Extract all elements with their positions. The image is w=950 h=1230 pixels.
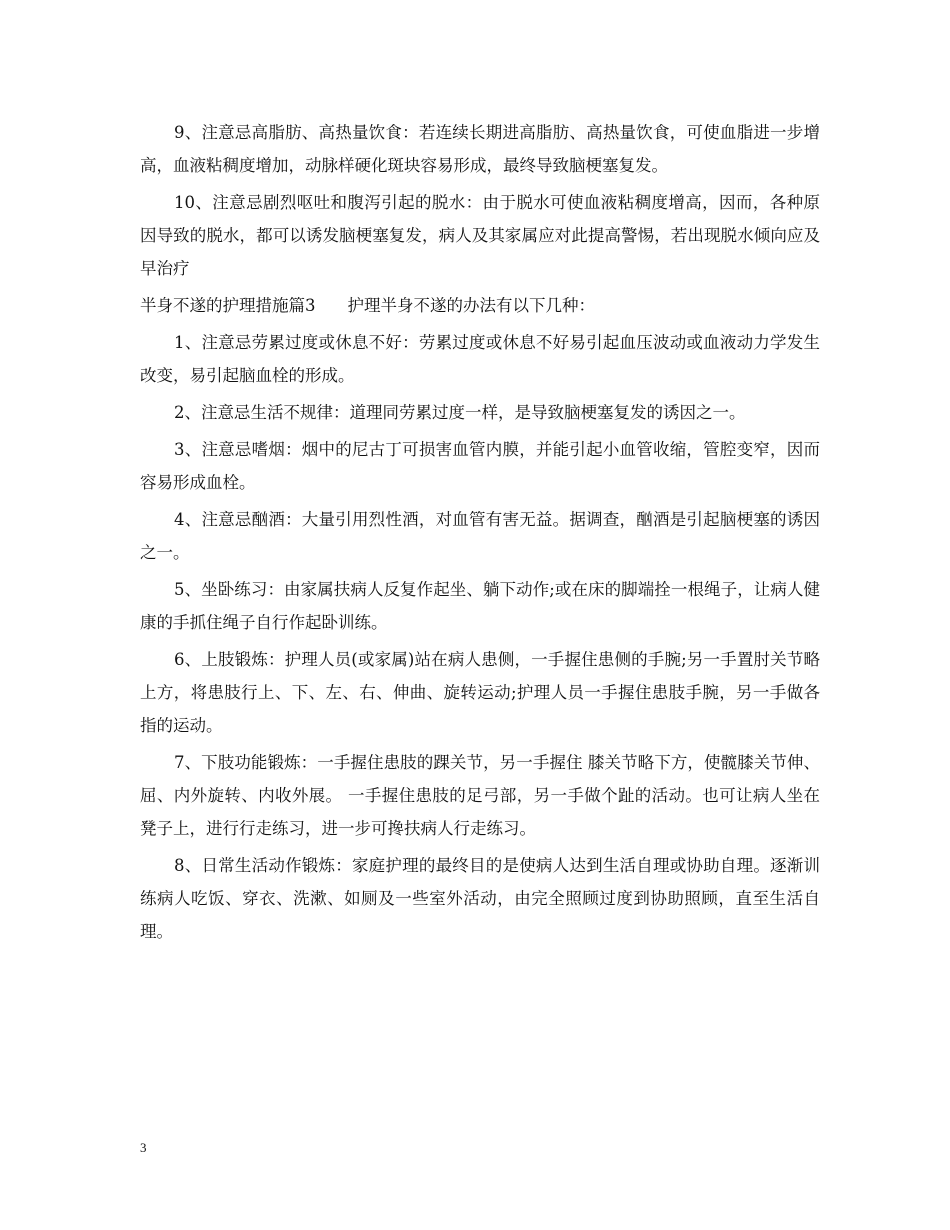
paragraph-item-9: 9、注意忌高脂肪、高热量饮食：若连续长期进高脂肪、高热量饮食，可使血脂进一步增高，血液粘稠度增加，动脉样硬化斑块容易形成，最终导致脑梗塞复发。 — [140, 123, 820, 175]
section-intro: 护理半身不遂的办法有以下几种： — [347, 296, 595, 315]
paragraph-item-8: 8、日常生活动作锻炼：家庭护理的最终目的是使病人达到生活自理或协助自理。逐渐训练病人吃饭、穿衣、洗漱、如厕及一些室外活动，由完全照顾过度到协助照顾，直至生活自理。 — [140, 856, 820, 941]
paragraph-item-2: 2、注意忌生活不规律：道理同劳累过度一样，是导致脑梗塞复发的诱因之一。 — [174, 403, 746, 422]
paragraph-item-7: 7、下肢功能锻炼：一手握住患肢的踝关节，另一手握住 膝关节略下方，使髋膝关节伸、屈、内外旋转、内收外展。 一手握住患肢的足弓部，另一手做个趾的活动。也可让病人坐在凳子上，进行行走练习，进一步可搀扶病人行走练习。 — [140, 753, 820, 838]
paragraph-item-4: 4、注意忌酗酒：大量引用烈性酒，对血管有害无益。据调查，酗酒是引起脑梗塞的诱因之一。 — [140, 510, 820, 562]
paragraph-item-6: 6、上肢锻炼：护理人员(或家属)站在病人患侧，一手握住患侧的手腕;另一手置肘关节略上方，将患肢行上、下、左、右、伸曲、旋转运动;护理人员一手握住患肢手腕，另一手做各指的运动。 — [140, 650, 820, 735]
section-title: 半身不遂的护理措施篇3 — [140, 296, 316, 315]
paragraph-item-1: 1、注意忌劳累过度或休息不好：劳累过度或休息不好易引起血压波动或血液动力学发生改变，易引起脑血栓的形成。 — [140, 333, 820, 385]
page-number: 3 — [140, 1140, 147, 1155]
paragraph-item-10: 10、注意忌剧烈呕吐和腹泻引起的脱水：由于脱水可使血液粘稠度增高，因而，各种原因导致的脱水，都可以诱发脑梗塞复发，病人及其家属应对此提高警惕，若出现脱水倾向应及早治疗 — [140, 193, 820, 278]
document-body — [140, 116, 820, 952]
paragraph-item-5: 5、坐卧练习：由家属扶病人反复作起坐、躺下动作;或在床的脚端拴一根绳子，让病人健康的手抓住绳子自行作起卧训练。 — [140, 580, 820, 632]
paragraph-item-3: 3、注意忌嗜烟：烟中的尼古丁可损害血管内膜，并能引起小血管收缩，管腔变窄，因而容易形成血栓。 — [140, 440, 820, 492]
section-heading-line — [140, 289, 820, 322]
